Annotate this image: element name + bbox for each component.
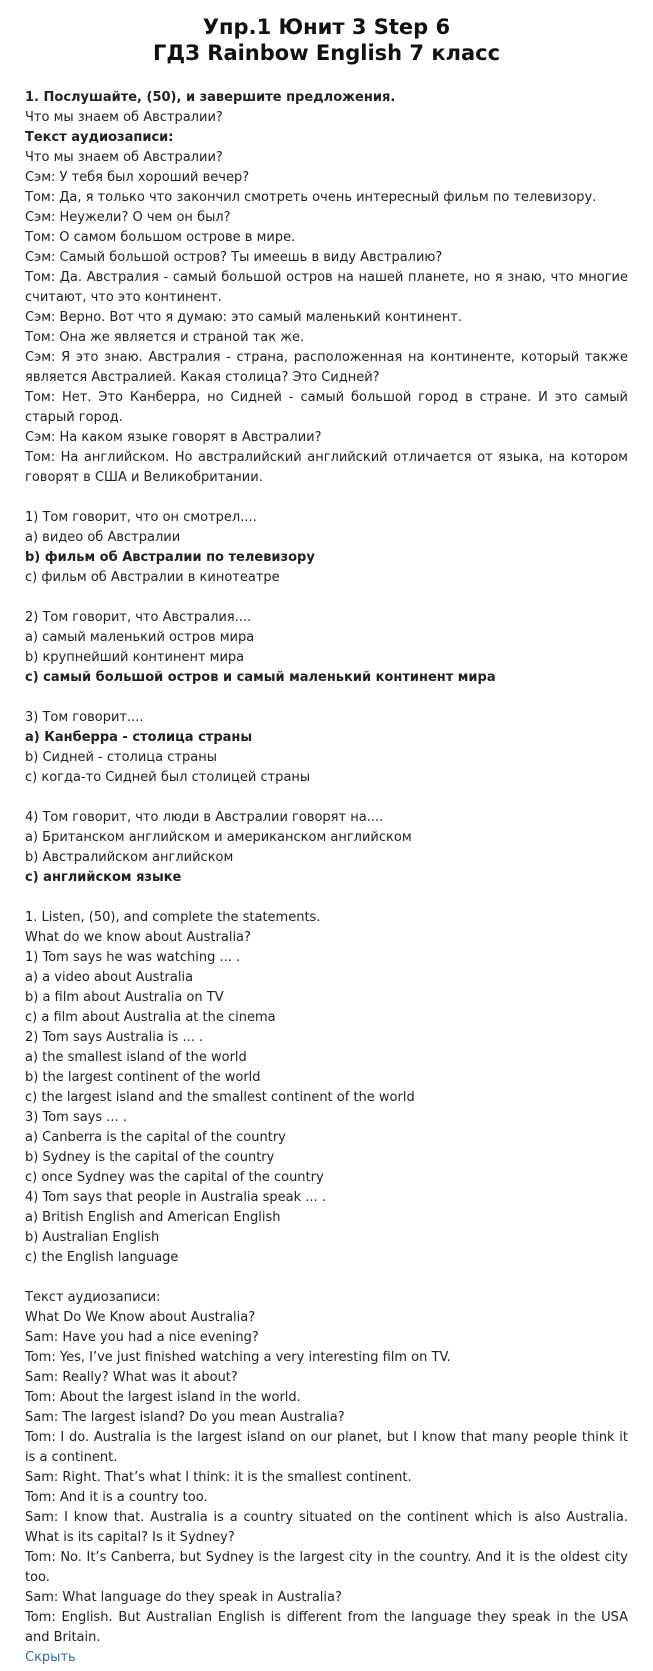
text-line: Sam: What language do they speak in Australia?	[25, 1590, 342, 1605]
text-line: Sam: Right. That’s what I think: it is the smallest continent.	[25, 1470, 412, 1485]
text-line: What do we know about Australia?	[25, 930, 251, 945]
blank-line	[25, 688, 628, 708]
text-line: Что мы знаем об Австралии?	[25, 150, 223, 165]
text-line: a) видео об Австралии	[25, 530, 181, 545]
text-line: Сэм: Самый большой остров? Ты имеешь в виду Австралию?	[25, 250, 443, 265]
text-line: 3) Том говорит....	[25, 710, 144, 725]
text-line: Сэм: На каком языке говорят в Австралии?	[25, 430, 322, 445]
text-line: b) Сидней - столица страны	[25, 750, 217, 765]
text-line: c) a film about Australia at the cinema	[25, 1010, 276, 1025]
text-line: b) the largest continent of the world	[25, 1070, 261, 1085]
text-line: Сэм: Я это знаю. Австралия - страна, расположенная на континенте, который также является Австралией. Какая столица? Это Сидней?	[25, 350, 628, 385]
text-line: Tom: And it is a country too.	[25, 1490, 208, 1505]
text-line: 4) Том говорит, что люди в Австралии говорят на....	[25, 810, 384, 825]
blank-line	[25, 588, 628, 608]
text-line: Tom: Yes, I’ve just finished watching a very interesting film on TV.	[25, 1350, 451, 1365]
hide-toggle-link[interactable]: Скрыть	[25, 1650, 76, 1665]
text-line: Сэм: У тебя был хороший вечер?	[25, 170, 250, 185]
text-line: a) самый маленький остров мира	[25, 630, 255, 645]
text-line: What Do We Know about Australia?	[25, 1310, 256, 1325]
blank-line	[25, 488, 628, 508]
page-title-line-2: ГДЗ Rainbow English 7 класс	[152, 41, 501, 65]
text-line: b) Австралийском английском	[25, 850, 234, 865]
text-line: a) Британском английском и американском английском	[25, 830, 412, 845]
text-line: Что мы знаем об Австралии?	[25, 110, 223, 125]
text-line: b) Sydney is the capital of the country	[25, 1150, 275, 1165]
text-line: 1) Том говорит, что он смотрел....	[25, 510, 257, 525]
text-line: c) the English language	[25, 1250, 179, 1265]
text-line: c) английском языке	[25, 870, 182, 885]
text-line: 1) Tom says he was watching ... .	[25, 950, 241, 965]
text-line: Tom: No. It’s Canberra, but Sydney is the largest city in the country. And it is the oldest city too.	[25, 1550, 628, 1585]
text-line: c) когда-то Сидней был столицей страны	[25, 770, 311, 785]
text-line: 3) Tom says ... .	[25, 1110, 127, 1125]
text-line: b) фильм об Австралии по телевизору	[25, 550, 315, 565]
text-line: Том: Да, я только что закончил смотреть очень интересный фильм по телевизору.	[25, 190, 597, 205]
text-line: c) самый большой остров и самый маленький континент мира	[25, 670, 496, 685]
blank-line	[25, 788, 628, 808]
text-line: a) Канберра - столица страны	[25, 730, 253, 745]
text-line: Сэм: Верно. Вот что я думаю: это самый маленький континент.	[25, 310, 462, 325]
text-line: c) the largest island and the smallest continent of the world	[25, 1090, 415, 1105]
exercise-content	[25, 88, 628, 1648]
text-line: a) the smallest island of the world	[25, 1050, 247, 1065]
text-line: a) British English and American English	[25, 1210, 281, 1225]
text-line: a) Canberra is the capital of the country	[25, 1130, 286, 1145]
text-line: Tom: English. But Australian English is different from the language they speak in the USA and Britain.	[25, 1610, 628, 1645]
text-line: b) крупнейший континент мира	[25, 650, 245, 665]
text-line: b) Australian English	[25, 1230, 160, 1245]
text-line: Том: На английском. Но австралийский английский отличается от языка, на котором говорят в США и Великобритании.	[25, 450, 628, 485]
text-line: Sam: The largest island? Do you mean Australia?	[25, 1410, 345, 1425]
text-line: Tom: I do. Australia is the largest island on our planet, but I know that many people think it is a continent.	[25, 1430, 628, 1465]
text-line: 1. Послушайте, (50), и завершите предложения.	[25, 90, 396, 105]
text-line: 2) Tom says Australia is ... .	[25, 1030, 204, 1045]
blank-line	[25, 1268, 628, 1288]
text-line: b) a film about Australia on TV	[25, 990, 224, 1005]
text-line: Tom: About the largest island in the world.	[25, 1390, 301, 1405]
text-line: Том: Нет. Это Канберра, но Сидней - самый большой город в стране. И это самый старый город.	[25, 390, 628, 425]
text-line: Сэм: Неужели? О чем он был?	[25, 210, 231, 225]
text-line: c) фильм об Австралии в кинотеатре	[25, 570, 280, 585]
page-title	[25, 14, 628, 66]
text-line: c) once Sydney was the capital of the country	[25, 1170, 324, 1185]
text-line: a) a video about Australia	[25, 970, 194, 985]
text-line: Sam: Have you had a nice evening?	[25, 1330, 259, 1345]
text-line: Том: Она же является и страной так же.	[25, 330, 305, 345]
text-line: Sam: I know that. Australia is a country situated on the continent which is also Australia. What is its capital? Is it Sydney?	[25, 1510, 628, 1545]
text-line: Текст аудиозаписи:	[25, 1290, 161, 1305]
text-line: Sam: Really? What was it about?	[25, 1370, 238, 1385]
text-line: Текст аудиозаписи:	[25, 130, 174, 145]
text-line: 4) Tom says that people in Australia speak ... .	[25, 1190, 326, 1205]
page-title-line-1: Упр.1 Юнит 3 Step 6	[202, 15, 451, 39]
text-line: Том: Да. Австралия - самый большой остров на нашей планете, но я знаю, что многие считают, что это континент.	[25, 270, 628, 305]
text-line: 2) Том говорит, что Австралия....	[25, 610, 252, 625]
blank-line	[25, 888, 628, 908]
text-line: Том: О самом большом острове в мире.	[25, 230, 296, 245]
text-line: 1. Listen, (50), and complete the statements.	[25, 910, 321, 925]
